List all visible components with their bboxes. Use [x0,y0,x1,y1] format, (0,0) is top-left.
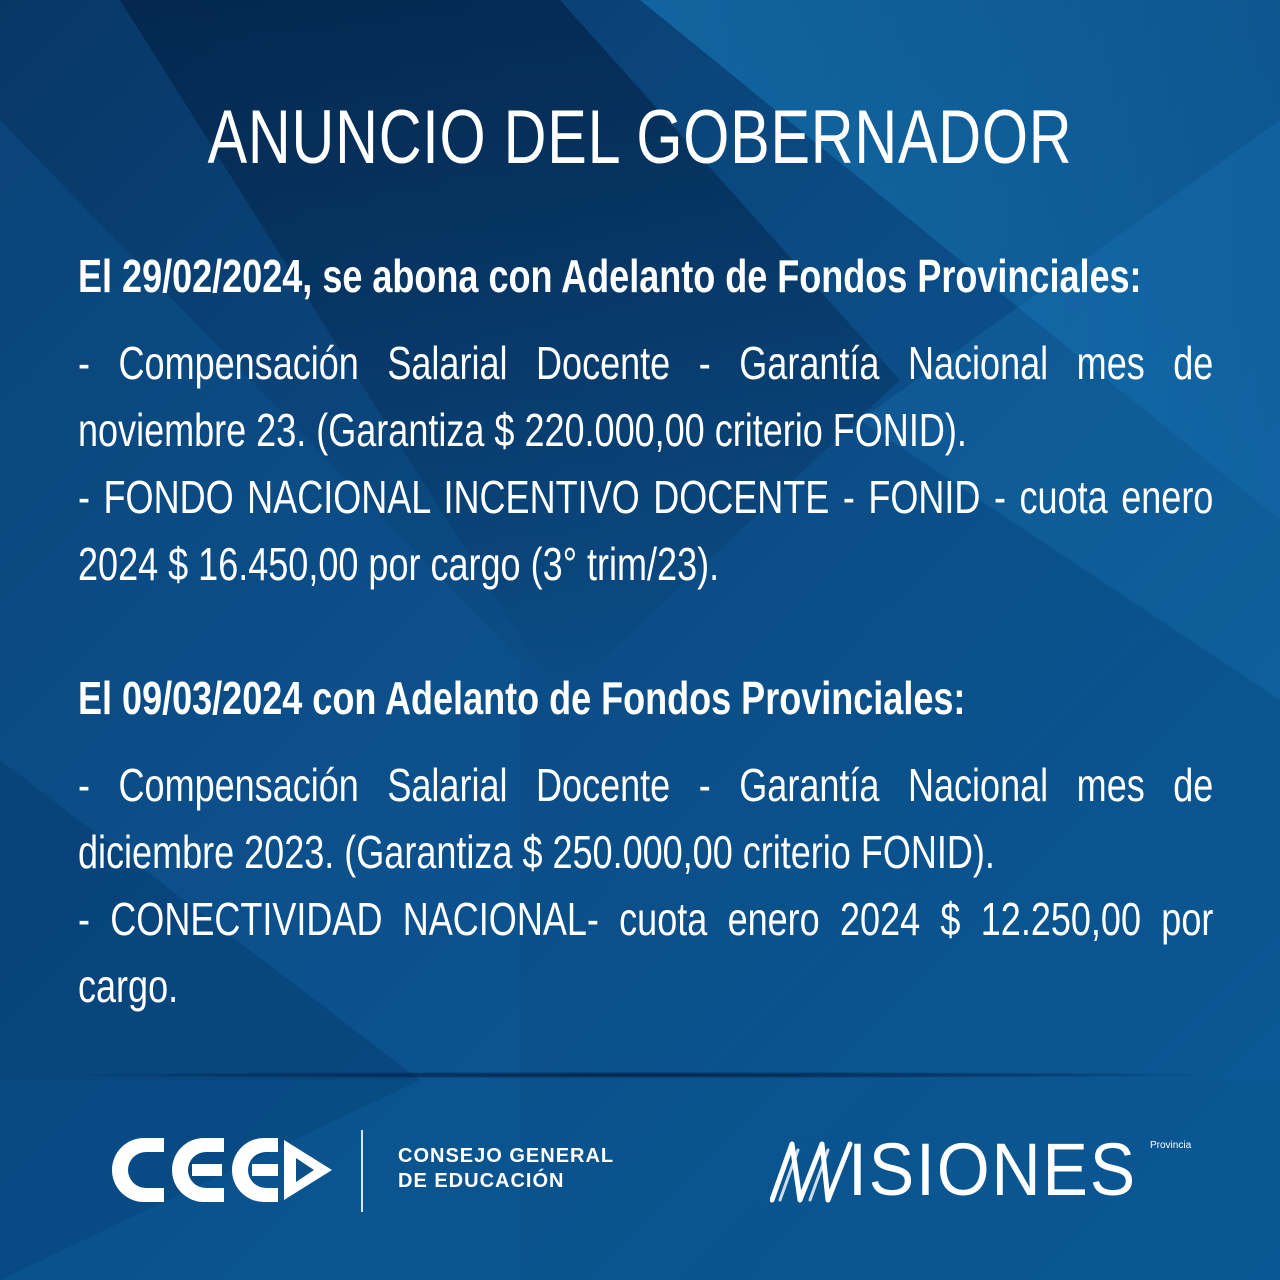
brand-wordmark: ISIONES [848,1128,1138,1211]
cge-branding [108,1128,638,1218]
brand-superscript: Provincia [1150,1140,1192,1151]
body-line: - FONDO NACIONAL INCENTIVO DOCENTE - FONID - cuota enero [78,471,1214,523]
cge-logo [108,1134,338,1206]
section-2-heading: El 09/03/2024 con Adelanto de Fondos Provinciales: [78,672,966,724]
body-line: 2024 $ 16.450,00 por cargo (3° trim/23). [78,538,720,590]
org-name-line-1: CONSEJO GENERAL [398,1145,615,1167]
misiones-m-logo [770,1134,854,1206]
vertical-separator [361,1130,363,1212]
divider [80,1072,1200,1078]
section-1 [78,248,1214,304]
section-2-body [78,752,1214,1020]
misiones-branding [770,1128,1210,1218]
body-line: cargo. [78,960,179,1012]
section-1-body [78,330,1214,598]
org-name [398,1144,614,1194]
body-line: noviembre 23. (Garantiza $ 220.000,00 criterio FONID). [78,404,967,456]
section-2 [78,670,1214,726]
body-line: - Compensación Salarial Docente - Garantía Nacional mes de [78,759,1214,811]
body-line: diciembre 2023. (Garantiza $ 250.000,00 criterio FONID). [78,826,995,878]
page-title: ANUNCIO DEL GOBERNADOR [207,95,1073,180]
org-name-line-2: DE EDUCACIÓN [398,1170,565,1192]
body-line: - CONECTIVIDAD NACIONAL- cuota enero 2024 $ 12.250,00 por [78,893,1214,945]
body-line: - Compensación Salarial Docente - Garantía Nacional mes de [78,337,1214,389]
section-1-heading: El 29/02/2024, se abona con Adelanto de Fondos Provinciales: [78,250,1142,302]
